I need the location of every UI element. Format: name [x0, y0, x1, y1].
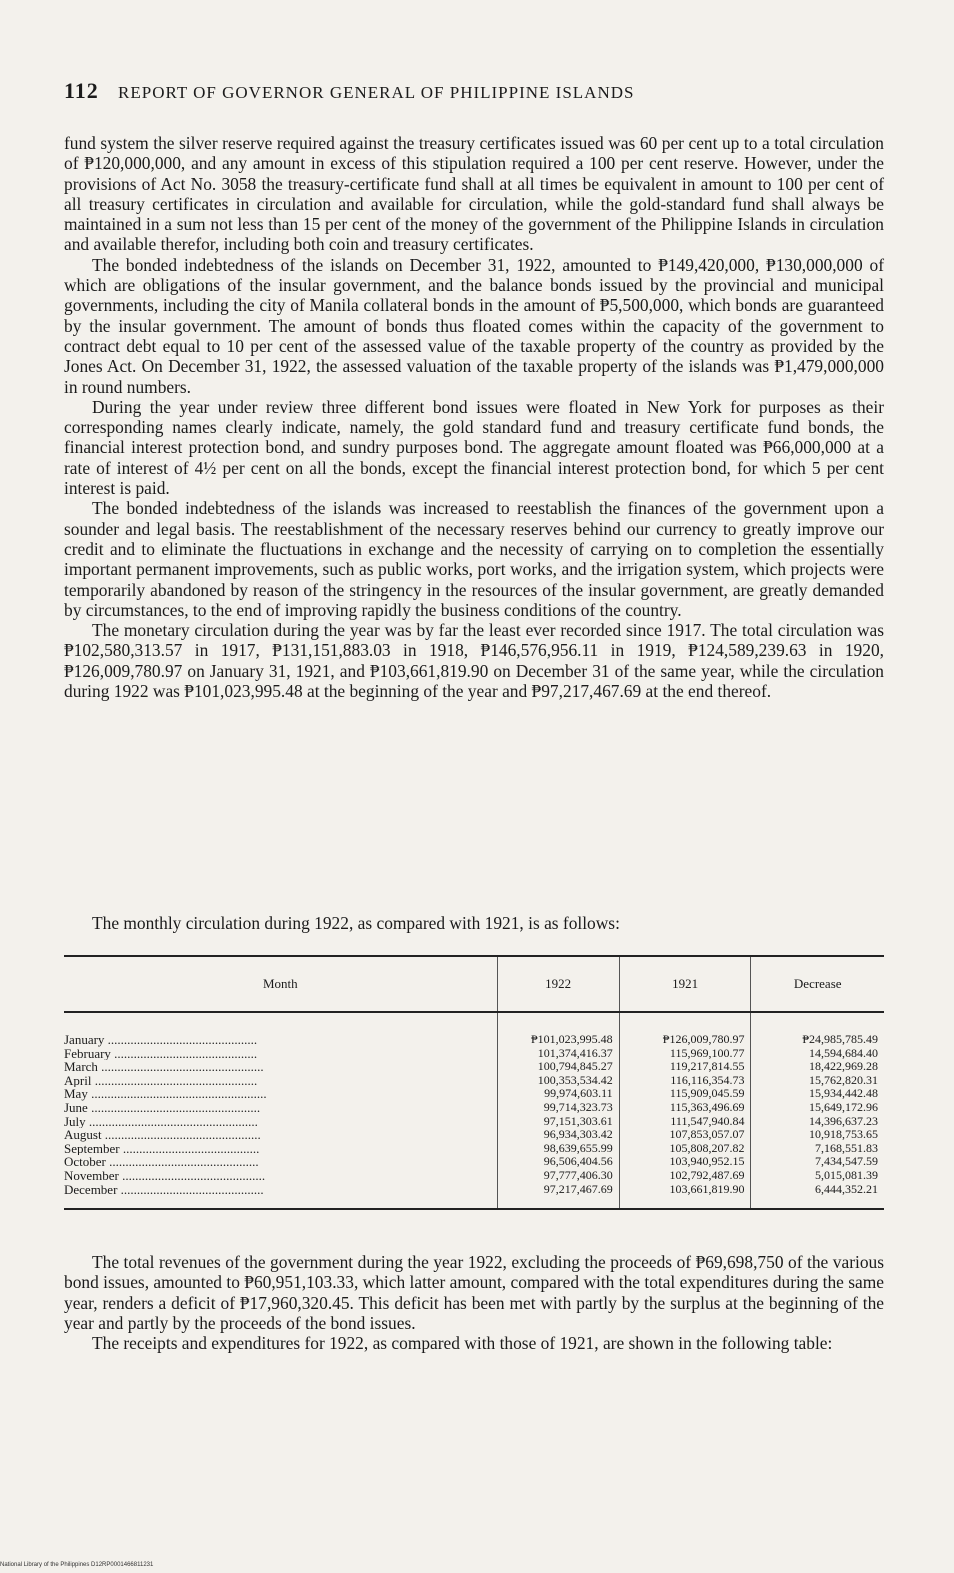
month-cell: May ...................................................... — [64, 1087, 267, 1101]
table-row — [64, 1012, 884, 1047]
month-cell: December ............................................ — [64, 1182, 264, 1197]
value-decrease: 15,934,442.48 — [751, 1087, 884, 1101]
value-1922: ₱101,023,995.48 — [497, 1012, 619, 1047]
table-row — [64, 1047, 884, 1061]
table-row — [64, 1142, 884, 1156]
month-cell: October .............................................. — [64, 1155, 259, 1169]
value-1922: 99,974,603.11 — [497, 1087, 619, 1101]
value-1921: 107,853,057.07 — [619, 1128, 751, 1142]
paragraph: The total revenues of the government during the year 1922, excluding the proceeds of ₱69,698,750 of the various bond issues, amounted to ₱60,951,103.33, which latter amount, compared with the total expenditures during the same year, renders a deficit of ₱17,960,320.45. This deficit has been met with partly by the surplus at the beginning of the year and partly by the proceeds of the bond issues. — [64, 1252, 884, 1333]
value-decrease: 5,015,081.39 — [751, 1169, 884, 1183]
value-decrease: 7,168,551.83 — [751, 1142, 884, 1156]
value-1922: 96,934,303.42 — [497, 1128, 619, 1142]
value-1922: 96,506,404.56 — [497, 1155, 619, 1169]
table-header-row — [64, 956, 884, 1012]
page-number: 112 — [64, 78, 99, 103]
table-row — [64, 1155, 884, 1169]
table-row — [64, 1087, 884, 1101]
value-1921: 103,940,952.15 — [619, 1155, 751, 1169]
month-cell: June .................................................... — [64, 1100, 261, 1115]
table-row — [64, 1115, 884, 1129]
scan-footer: National Library of the Philippines D12RP0001466811231 — [0, 1562, 154, 1568]
value-decrease: 6,444,352.21 — [751, 1183, 884, 1210]
month-cell: November ............................................ — [64, 1168, 266, 1183]
month-cell: March .................................................. — [64, 1060, 264, 1074]
table-row — [64, 1060, 884, 1074]
table-intro: The monthly circulation during 1922, as compared with 1921, is as follows: — [92, 913, 620, 933]
header-1921: 1921 — [619, 956, 751, 1012]
value-decrease: 14,396,637.23 — [751, 1115, 884, 1129]
value-decrease: 15,762,820.31 — [751, 1074, 884, 1088]
value-1922: 101,374,416.37 — [497, 1047, 619, 1061]
month-cell: April .................................................. — [64, 1073, 258, 1088]
value-1921: 116,116,354.73 — [619, 1074, 751, 1088]
table-row — [64, 1101, 884, 1115]
month-cell: July .................................................... — [64, 1114, 258, 1129]
value-1921: 105,808,207.82 — [619, 1142, 751, 1156]
month-cell: August ................................................ — [64, 1128, 261, 1142]
value-1921: 115,969,100.77 — [619, 1047, 751, 1061]
header-1922: 1922 — [497, 956, 619, 1012]
table-row — [64, 1128, 884, 1142]
value-1922: 97,151,303.61 — [497, 1115, 619, 1129]
month-cell: January .............................................. — [64, 1032, 258, 1047]
value-1922: 100,353,534.42 — [497, 1074, 619, 1088]
value-decrease: 15,649,172.96 — [751, 1101, 884, 1115]
value-1921: 111,547,940.84 — [619, 1115, 751, 1129]
value-1921: 115,909,045.59 — [619, 1087, 751, 1101]
paragraph: The bonded indebtedness of the islands on December 31, 1922, amounted to ₱149,420,000, ₱130,000,000 of which are obligations of the insular government, and the balance bonds issued by the provincial and municipal governments, including the city of Manila collateral bonds in the amount of ₱5,500,000, which bonds are guaranteed by the insular government. The amount of bonds thus floated comes within the capacity of the government to contract debt equal to 10 per cent of the assessed value of the taxable property of the country as provided by the Jones Act. On December 31, 1922, the assessed valuation of the taxable property of the islands was ₱1,479,000,000 in round numbers. — [64, 254, 884, 397]
header-month: Month — [64, 956, 497, 1012]
paragraph: fund system the silver reserve required against the treasury certificates issued was 60 per cent up to a total circulation of ₱120,000,000, and any amount in excess of this stipulation required a 100 per cent reserve. However, under the provisions of Act No. 3058 the treasury-certificate fund shall at all times be equivalent in amount to 100 per cent of all treasury certificates in circulation and available for circulation, while the gold-standard fund shall always be maintained in a sum not less than 15 per cent of the money of the government of the Philippine Islands in circulation and available therefor, including both coin and treasury certificates. — [64, 133, 884, 255]
month-cell: February ............................................ — [64, 1046, 258, 1061]
value-decrease: 7,434,547.59 — [751, 1155, 884, 1169]
paragraph: The receipts and expenditures for 1922, as compared with those of 1921, are shown in the following table: — [92, 1333, 833, 1354]
table-row — [64, 1074, 884, 1088]
body-text-top — [64, 133, 884, 701]
table-row — [64, 1169, 884, 1183]
monthly-circulation-table — [64, 955, 884, 1210]
page-header — [64, 78, 884, 104]
value-1922: 97,777,406.30 — [497, 1169, 619, 1183]
paragraph: During the year under review three different bond issues were floated in New York for purposes as their corresponding names clearly indicate, namely, the gold standard fund and treasury certificate fund bonds, the financial interest protection bond, and sundry purposes bond. The aggregate amount floated was ₱66,000,000 at a rate of interest of 4½ per cent on all the bonds, except the financial interest protection bond, for which 5 per cent interest is paid. — [64, 396, 884, 499]
value-decrease: 14,594,684.40 — [751, 1047, 884, 1061]
value-1922: 99,714,323.73 — [497, 1101, 619, 1115]
value-decrease: 18,422,969.28 — [751, 1060, 884, 1074]
value-1922: 100,794,845.27 — [497, 1060, 619, 1074]
month-cell: September .......................................... — [64, 1141, 260, 1156]
paragraph: The monetary circulation during the year was by far the least ever recorded since 1917. The total circulation was ₱102,580,313.57 in 1917, ₱131,151,883.03 in 1918, ₱146,576,956.11 in 1919, ₱124,589,239.63 in 1920, ₱126,009,780.97 on January 31, 1921, and ₱103,661,819.90 on December 31 of the same year, while the circulation during 1922 was ₱101,023,995.48 at the beginning of the year and ₱97,217,467.69 at the end thereof. — [64, 620, 884, 702]
value-1922: 97,217,467.69 — [497, 1183, 619, 1210]
table-row — [64, 1183, 884, 1210]
value-decrease: ₱24,985,785.49 — [751, 1012, 884, 1047]
value-1921: 103,661,819.90 — [619, 1183, 751, 1210]
value-1921: 115,363,496.69 — [619, 1101, 751, 1115]
paragraph: The bonded indebtedness of the islands was increased to reestablish the finances of the government upon a sounder and legal basis. The reestablishment of the necessary reserves behind our currency to greatly improve our credit and to eliminate the fluctuations in exchange and the necessity of carrying on to completion the essentially important permanent improvements, such as public works, port works, and the irrigation system, which projects were temporarily abandoned by reason of the stringency in the resources of the insular government, are greatly demanded by circumstances, to the end of improving rapidly the business conditions of the country. — [64, 498, 884, 620]
value-1921: 102,792,487.69 — [619, 1169, 751, 1183]
header-decrease: Decrease — [751, 956, 884, 1012]
running-title: REPORT OF GOVERNOR GENERAL OF PHILIPPINE ISLANDS — [118, 83, 635, 102]
body-text-bottom — [64, 1252, 884, 1353]
value-decrease: 10,918,753.65 — [751, 1128, 884, 1142]
value-1921: ₱126,009,780.97 — [619, 1012, 751, 1047]
value-1922: 98,639,655.99 — [497, 1142, 619, 1156]
value-1921: 119,217,814.55 — [619, 1060, 751, 1074]
